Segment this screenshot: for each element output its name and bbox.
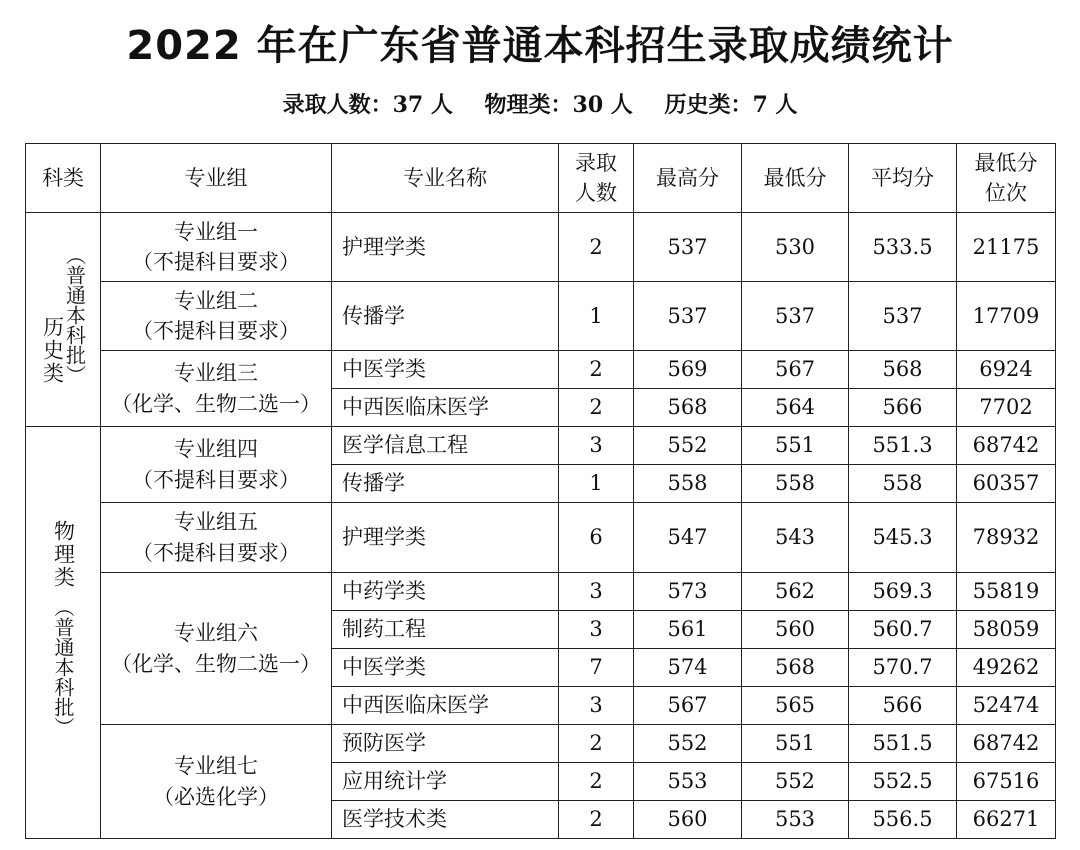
group-cell [101, 213, 332, 282]
min-cell: 562 [742, 573, 849, 611]
group-requirement: （不提科目要求） [132, 467, 300, 492]
avg-cell: 556.5 [849, 801, 957, 839]
major-name: 中医学类 [332, 649, 559, 687]
max-cell: 573 [634, 573, 742, 611]
header-rank: 最低分 位次 [957, 144, 1056, 213]
major-name: 中西医临床医学 [332, 389, 559, 427]
max-cell: 537 [634, 282, 742, 351]
summary-physics: 物理类：30 人 [484, 92, 633, 118]
table-row [26, 427, 1056, 465]
major-name: 中西医临床医学 [332, 687, 559, 725]
count-cell: 6 [559, 503, 634, 573]
avg-cell: 545.3 [849, 503, 957, 573]
table-row [26, 282, 1056, 351]
min-cell: 551 [742, 427, 849, 465]
group-requirement: （不提科目要求） [132, 250, 300, 274]
avg-cell: 552.5 [849, 763, 957, 801]
table-row [26, 573, 1056, 611]
avg-cell: 568 [849, 351, 957, 389]
major-name: 护理学类 [332, 503, 559, 573]
count-cell: 3 [559, 427, 634, 465]
summary-history: 历史类：7 人 [664, 92, 798, 118]
rank-cell: 6924 [957, 351, 1056, 389]
header-category: 科类 [26, 144, 101, 213]
min-cell: 553 [742, 801, 849, 839]
rank-cell: 68742 [957, 427, 1056, 465]
group-cell [101, 503, 332, 573]
max-cell: 574 [634, 649, 742, 687]
header-group: 专业组 [101, 144, 332, 213]
rank-cell: 52474 [957, 687, 1056, 725]
major-name: 制药工程 [332, 611, 559, 649]
max-cell: 552 [634, 725, 742, 763]
header-min: 最低分 [742, 144, 849, 213]
group-requirement: （不提科目要求） [132, 540, 300, 565]
count-cell: 7 [559, 649, 634, 687]
major-name: 中医学类 [332, 351, 559, 389]
rank-cell: 68742 [957, 725, 1056, 763]
rank-cell: 49262 [957, 649, 1056, 687]
major-name: 医学技术类 [332, 801, 559, 839]
count-cell: 2 [559, 801, 634, 839]
category-history [26, 213, 101, 427]
count-cell: 2 [559, 351, 634, 389]
major-name: 应用统计学 [332, 763, 559, 801]
count-cell: 3 [559, 611, 634, 649]
header-max: 最高分 [634, 144, 742, 213]
avg-cell: 558 [849, 465, 957, 503]
max-cell: 560 [634, 801, 742, 839]
rank-cell: 66271 [957, 801, 1056, 839]
max-cell: 552 [634, 427, 742, 465]
max-cell: 569 [634, 351, 742, 389]
admission-table [25, 143, 1056, 839]
group-requirement: （必选化学） [153, 784, 279, 809]
max-cell: 561 [634, 611, 742, 649]
category-name: 物理类 [51, 519, 76, 589]
group-requirement: （不提科目要求） [132, 319, 300, 343]
major-name: 预防医学 [332, 725, 559, 763]
major-name: 中药学类 [332, 573, 559, 611]
count-cell: 1 [559, 282, 634, 351]
max-cell: 553 [634, 763, 742, 801]
group-cell [101, 573, 332, 725]
major-name: 医学信息工程 [332, 427, 559, 465]
avg-cell: 566 [849, 687, 957, 725]
avg-cell: 570.7 [849, 649, 957, 687]
avg-cell: 560.7 [849, 611, 957, 649]
rank-cell: 60357 [957, 465, 1056, 503]
group-cell [101, 427, 332, 503]
table-row [26, 351, 1056, 389]
count-cell: 3 [559, 687, 634, 725]
count-cell: 2 [559, 389, 634, 427]
table-row [26, 503, 1056, 573]
min-cell: 564 [742, 389, 849, 427]
avg-cell: 551.5 [849, 725, 957, 763]
header-major: 专业名称 [332, 144, 559, 213]
group-name: 专业组六 [174, 621, 258, 646]
group-name: 专业组五 [174, 510, 258, 535]
group-name: 专业组七 [174, 754, 258, 779]
category-note: （普通本科批） [51, 597, 75, 737]
summary-line [0, 88, 1080, 119]
rank-cell: 58059 [957, 611, 1056, 649]
major-name: 护理学类 [332, 213, 559, 282]
max-cell: 547 [634, 503, 742, 573]
table-row [26, 725, 1056, 763]
max-cell: 558 [634, 465, 742, 503]
avg-cell: 566 [849, 389, 957, 427]
header-avg: 平均分 [849, 144, 957, 213]
major-name: 传播学 [332, 465, 559, 503]
count-cell: 2 [559, 213, 634, 282]
min-cell: 537 [742, 282, 849, 351]
min-cell: 567 [742, 351, 849, 389]
min-cell: 552 [742, 763, 849, 801]
min-cell: 558 [742, 465, 849, 503]
rank-cell: 7702 [957, 389, 1056, 427]
rank-cell: 78932 [957, 503, 1056, 573]
rank-cell: 21175 [957, 213, 1056, 282]
min-cell: 530 [742, 213, 849, 282]
rank-cell: 55819 [957, 573, 1056, 611]
header-count: 录取 人数 [559, 144, 634, 213]
group-name: 专业组三 [174, 361, 258, 386]
group-cell [101, 282, 332, 351]
group-requirement: （化学、生物二选一） [111, 391, 321, 416]
count-cell: 1 [559, 465, 634, 503]
count-cell: 3 [559, 573, 634, 611]
page-title: 2022 年在广东省普通本科招生录取成绩统计 [126, 23, 954, 69]
major-name: 传播学 [332, 282, 559, 351]
min-cell: 551 [742, 725, 849, 763]
group-cell [101, 725, 332, 839]
category-note: （普通本科批） [62, 245, 87, 386]
min-cell: 543 [742, 503, 849, 573]
group-requirement: （化学、生物二选一） [111, 651, 321, 676]
table-header-row [26, 144, 1056, 213]
min-cell: 568 [742, 649, 849, 687]
avg-cell: 533.5 [849, 213, 957, 282]
count-cell: 2 [559, 725, 634, 763]
count-cell: 2 [559, 763, 634, 801]
min-cell: 560 [742, 611, 849, 649]
table-row [26, 213, 1056, 282]
category-name: 历史类 [40, 316, 65, 386]
avg-cell: 569.3 [849, 573, 957, 611]
rank-cell: 17709 [957, 282, 1056, 351]
avg-cell: 537 [849, 282, 957, 351]
min-cell: 565 [742, 687, 849, 725]
max-cell: 568 [634, 389, 742, 427]
group-cell [101, 351, 332, 427]
category-physics [26, 427, 101, 839]
group-name: 专业组一 [174, 219, 258, 244]
max-cell: 567 [634, 687, 742, 725]
group-name: 专业组二 [174, 288, 258, 313]
avg-cell: 551.3 [849, 427, 957, 465]
group-name: 专业组四 [174, 437, 258, 462]
summary-total: 录取人数：37 人 [282, 92, 453, 118]
rank-cell: 67516 [957, 763, 1056, 801]
max-cell: 537 [634, 213, 742, 282]
